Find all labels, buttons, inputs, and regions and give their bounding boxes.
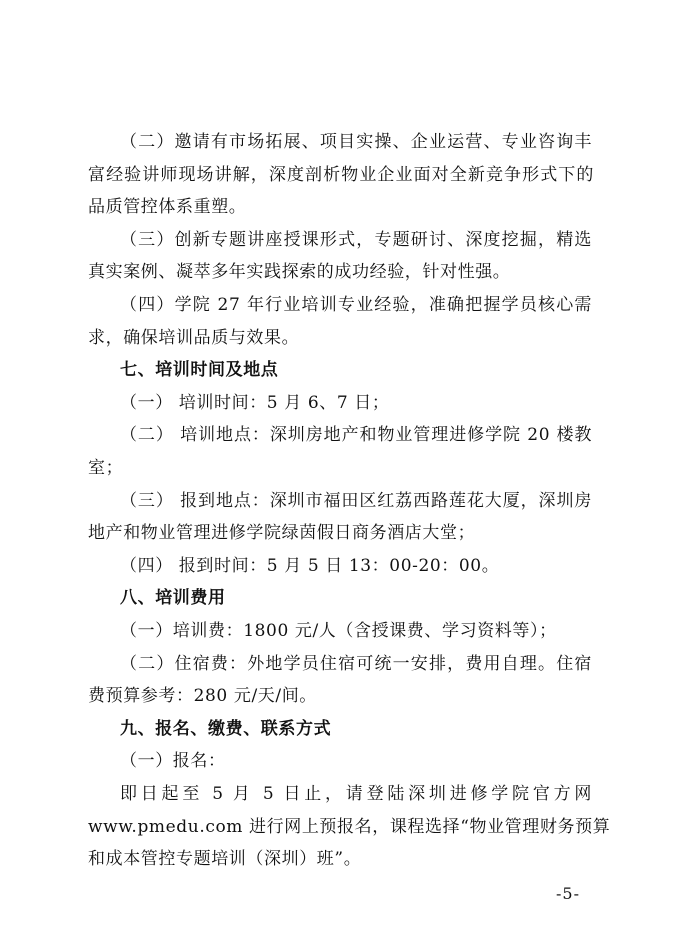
paragraph-line: （二）住宿费：外地学员住宿可统一安排，费用自理。住宿 xyxy=(120,653,592,674)
paragraph-line: 地产和物业管理进修学院绿茵假日商务酒店大堂； xyxy=(88,523,476,544)
paragraph-line: （二） 培训地点：深圳房地产和物业管理进修学院 20 楼教 xyxy=(120,425,592,446)
paragraph-line: 即日起至 5 月 5 日止，请登陆深圳进修学院官方网 xyxy=(120,784,592,804)
paragraph-line: www.pmedu.com 进行网上预报名，课程选择“物业管理财务预算 xyxy=(88,816,611,837)
paragraph-line: （一）培训费：1800 元/人（含授课费、学习资料等）； xyxy=(120,621,557,641)
paragraph-line: 求，确保培训品质与效果。 xyxy=(88,327,300,348)
paragraph-line: 和成本管控专题培训（深圳）班”。 xyxy=(88,849,362,870)
paragraph-line: 品质管控体系重塑。 xyxy=(88,197,247,218)
paragraph-line: （四） 报到时间：5 月 5 日 13：00-20：00。 xyxy=(120,555,500,576)
paragraph-line: 室； xyxy=(88,458,124,478)
page-number: -5- xyxy=(556,884,580,903)
paragraph-line: 真实案例、凝萃多年实践探索的成功经验，针对性强。 xyxy=(88,262,511,283)
paragraph-line: （三）创新专题讲座授课形式，专题研讨、深度挖掘，精选 xyxy=(120,229,592,250)
section-heading: 九、报名、缴费、联系方式 xyxy=(120,718,332,739)
section-heading: 八、培训费用 xyxy=(120,588,226,609)
paragraph-line: （二）邀请有市场拓展、项目实操、企业运营、专业咨询丰 xyxy=(120,132,592,152)
paragraph-line: 费预算参考：280 元/天/间。 xyxy=(88,686,317,707)
paragraph-line: （一） 培训时间：5 月 6、7 日； xyxy=(120,392,390,413)
paragraph-line: （三） 报到地点：深圳市福田区红荔西路莲花大厦，深圳房 xyxy=(120,490,592,511)
section-heading: 七、培训时间及地点 xyxy=(120,360,279,381)
paragraph-line: （四）学院 27 年行业培训专业经验，准确把握学员核心需 xyxy=(120,295,592,315)
paragraph-line: （一）报名： xyxy=(120,751,226,772)
paragraph-line: 富经验讲师现场讲解，深度剖析物业企业面对全新竞争形式下的 xyxy=(88,164,594,185)
